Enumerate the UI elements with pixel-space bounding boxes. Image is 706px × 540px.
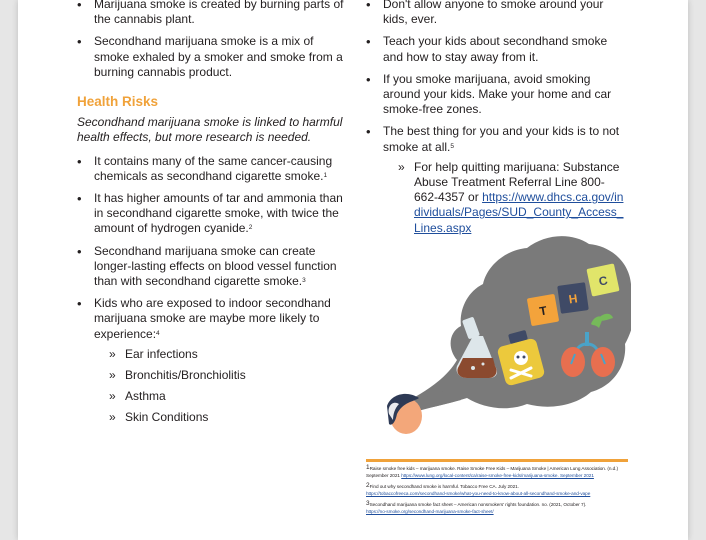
section-heading-health-risks: Health Risks <box>77 94 159 110</box>
list-item: • Don't allow anyone to smoke around your kids, ever. <box>366 0 628 27</box>
help-list <box>383 160 628 236</box>
footnote-ref: 5 <box>450 142 454 150</box>
intro-bullet-list <box>77 0 347 80</box>
section-intro: Secondhand marijuana smoke is linked to harmful health effects, but more research is needed. <box>77 115 343 145</box>
condition-item: » Ear infections <box>94 347 347 362</box>
tips-bullet-list <box>366 0 628 236</box>
list-item: • It contains many of the same cancer-causing chemicals as secondhand cigarette smoke.$^1$ <box>77 154 347 184</box>
footnote-link[interactable]: https://tobaccofreeca.com/secondhand-smoke/what-you-need-to-know-about-all-secondhand-smoke-and-vape <box>366 490 591 496</box>
footnote-ref: 1 <box>323 171 328 179</box>
cube-c-icon <box>586 263 619 296</box>
footnotes-divider <box>366 459 628 462</box>
right-column <box>366 0 628 243</box>
list-item: • Secondhand marijuana smoke can create longer-lasting effects on blood vessel function than with secondhand cigarette smoke.$^3$ <box>77 244 347 290</box>
list-item: • Kids who are exposed to indoor secondhand marijuana smoke are maybe more likely to experience:$^4$ » Ear infections » Bronchitis/Bronchiolitis » Asthma » Skin Conditions <box>77 296 347 425</box>
footnote: $^3$Secondhand marijuana smoke fact sheet – American nonsmokers' rights foundation. no. (2021, October 7). https://no-smoke.org/secondhand-marijuana-smoke-fact-sheet/ <box>366 500 587 514</box>
cube-h-label: H <box>567 291 579 307</box>
list-item: • It has higher amounts of tar and ammonia than in secondhand cigarette smoke, with twice the amount of hydrogen cyanide.$^2$ <box>77 191 347 237</box>
list-item: • Marijuana smoke is created by burning parts of the cannabis plant. <box>77 0 347 27</box>
list-item: • Teach your kids about secondhand smoke and how to stay away from it. <box>366 34 628 64</box>
left-column <box>77 0 347 433</box>
footnote-ref: 4 <box>156 329 160 337</box>
list-item: • Secondhand marijuana smoke is a mix of smoke exhaled by a smoker and smoke from a burning cannabis product. <box>77 34 347 80</box>
condition-item: » Skin Conditions <box>94 410 347 425</box>
footnote: $^2$Find out why secondhand smoke is harmful. Tobacco Free CA. July 2021. https://tobaccofreeca.com/secondhand-smoke/what-you-need-to-know-about-all-secondhand-smoke-and-vape <box>366 482 591 496</box>
help-link[interactable]: https://www.dhcs.ca.gov/individuals/Pages/SUD_County_Access_Lines.aspx <box>414 190 624 235</box>
footnote-link[interactable]: https://www.lung.org/local-content/ca/raise-smoke-free-kids/marijuana-smoke. September 2021 <box>401 472 594 478</box>
condition-item: » Bronchitis/Bronchiolitis <box>94 368 347 383</box>
health-bullet-list <box>77 154 347 426</box>
help-item: » For help quitting marijuana: Substance Abuse Treatment Referral Line 800-662-4357 or https://www.dhcs.ca.gov/individuals/Pages/SUD_County_Access_Lines.aspx <box>383 160 628 236</box>
secondhand-smoke-illustration <box>361 228 631 438</box>
cube-t-label: T <box>538 303 549 319</box>
footnotes <box>366 466 628 521</box>
condition-item: » Asthma <box>94 389 347 404</box>
list-item: • The best thing for you and your kids is to not smoke at all.$^5$ » For help quitting marijuana: Substance Abuse Treatment Referral Line 800-662-4357 or https://www.dhcs.ca.gov/individuals/Pages/SUD_County_Access_Lines.aspx <box>366 124 628 235</box>
cube-c-label: C <box>597 273 609 289</box>
cube-t-icon <box>527 294 559 326</box>
list-item: • If you smoke marijuana, avoid smoking around your kids. Make your home and car smoke-free zones. <box>366 72 628 118</box>
footnote-ref: 3 <box>302 277 306 285</box>
conditions-list <box>94 347 347 426</box>
document-page <box>18 0 688 540</box>
footnote-ref: 2 <box>248 224 253 232</box>
footnote-link[interactable]: https://no-smoke.org/secondhand-marijuana-smoke-fact-sheet/ <box>366 508 494 514</box>
footnote: $^1$Raise smoke free kids – marijuana smoke. Raise Smoke Free Kids – Marijuana Smoke | American Lung Association. (n.d.) September 2021 https://www.lung.org/local-content/ca/raise-smoke-free-kids/marijuana-smoke. September 2021 <box>366 464 618 478</box>
cube-h-icon <box>557 282 589 314</box>
